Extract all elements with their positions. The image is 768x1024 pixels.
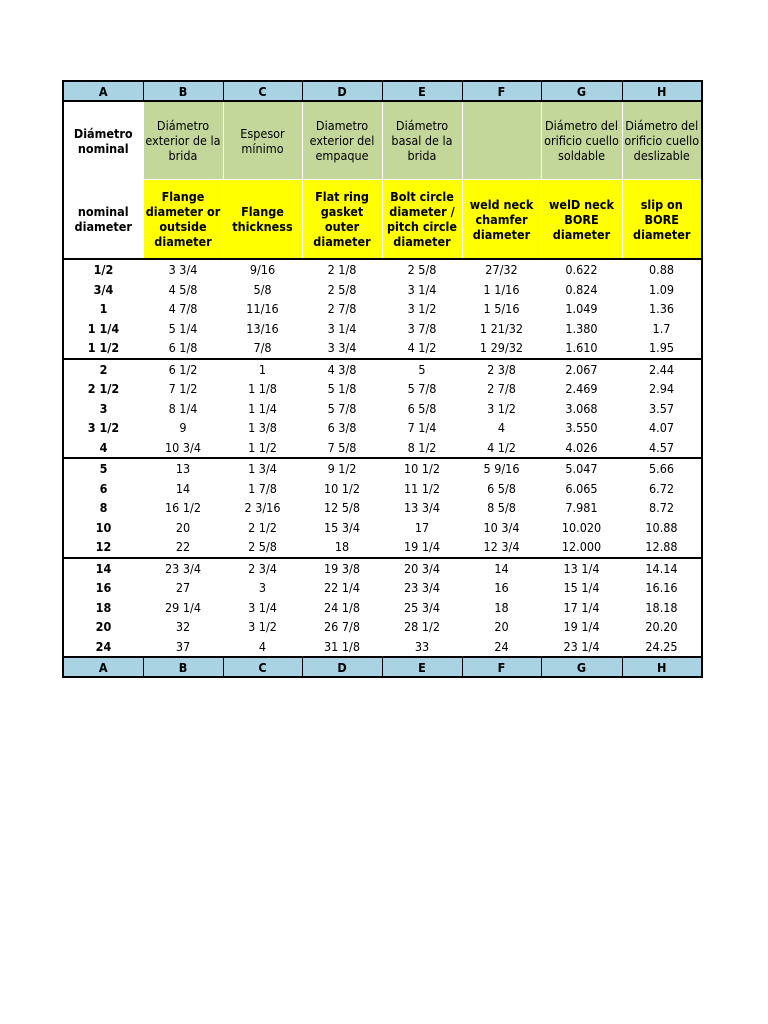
- nominal-size-cell: 1 1/2: [63, 338, 143, 359]
- table-cell: 3: [258, 580, 267, 596]
- nominal-size-cell: 16: [63, 578, 143, 598]
- table-data-body: [63, 259, 702, 657]
- table-cell: 10.88: [622, 518, 702, 538]
- nominal-size-cell: 1: [63, 299, 143, 319]
- table-cell: 2 1/8: [327, 262, 357, 278]
- column-letter: H: [622, 81, 702, 101]
- table-cell: 4 5/8: [168, 281, 198, 297]
- table-row: [63, 418, 702, 438]
- table-cell: 20 3/4: [404, 560, 440, 576]
- column-letter-footer-row: [63, 657, 702, 677]
- table-cell: 29 1/4: [165, 599, 201, 615]
- table-cell: 22: [143, 537, 223, 558]
- table-cell: 32: [175, 619, 191, 635]
- table-cell: 3.550: [565, 420, 598, 436]
- table-cell: 9 1/2: [327, 461, 357, 477]
- column-letter: F: [462, 657, 541, 677]
- table-cell: 2.44: [622, 359, 702, 380]
- table-row: [63, 319, 702, 339]
- table-cell: 2 3/16: [244, 500, 281, 516]
- table-cell: 3 3/4: [302, 338, 382, 359]
- table-cell: 7 1/2: [168, 381, 198, 397]
- table-row: [63, 399, 702, 419]
- table-cell: 28 1/2: [404, 619, 440, 635]
- table-cell: 6 5/8: [487, 480, 516, 496]
- table-row: [63, 259, 702, 280]
- table-cell: 23 3/4: [404, 580, 440, 596]
- table-cell: 4.026: [541, 438, 622, 459]
- table-cell: 19 1/4: [563, 619, 600, 635]
- table-cell: 17: [414, 519, 430, 535]
- column-letter-header-row: [63, 81, 702, 101]
- nominal-size-cell: 12: [63, 537, 143, 558]
- table-cell: 24 1/8: [324, 599, 360, 615]
- spanish-header-row: [63, 101, 702, 180]
- nominal-size-cell: 8: [63, 498, 143, 518]
- table-cell: 3 3/4: [168, 262, 198, 278]
- table-cell: 1.7: [622, 319, 702, 339]
- table-cell: 5 9/16: [483, 461, 520, 477]
- table-cell: 3 7/8: [407, 320, 437, 336]
- table-cell: 10.020: [561, 519, 602, 535]
- table-row: [63, 359, 702, 380]
- table-cell: 15 3/4: [324, 519, 360, 535]
- table-cell: 12 3/4: [462, 537, 541, 558]
- table-cell: 22 1/4: [324, 580, 360, 596]
- table-cell: 1 29/32: [462, 338, 541, 359]
- flange-dimensions-table: [62, 80, 703, 678]
- table-cell: 14: [494, 560, 509, 576]
- table-cell: 1 1/16: [483, 281, 520, 297]
- table-cell: 3 1/2: [407, 301, 437, 317]
- table-cell: 13 1/4: [563, 560, 600, 576]
- table-row: [63, 558, 702, 579]
- table-cell: 0.88: [622, 259, 702, 280]
- table-cell: 1 1/2: [223, 438, 302, 459]
- column-letter: D: [302, 657, 382, 677]
- table-cell: 25 3/4: [404, 599, 440, 615]
- table-cell: 13 3/4: [404, 500, 440, 516]
- column-letter: A: [63, 657, 143, 677]
- nominal-size-cell: 1 1/4: [63, 319, 143, 339]
- english-header: Flat ring gasket outer diameter: [302, 180, 382, 260]
- table-cell: 3.57: [622, 399, 702, 419]
- nominal-size-cell: 24: [63, 637, 143, 658]
- english-header: slip on BORE diameter: [622, 180, 702, 260]
- column-letter: E: [382, 657, 462, 677]
- table-cell: 6 1/8: [143, 338, 223, 359]
- table-cell: 3 1/2: [248, 619, 277, 635]
- table-row: [63, 458, 702, 479]
- column-letter: B: [143, 81, 223, 101]
- table-cell: 5 1/8: [327, 381, 357, 397]
- table-cell: 7 1/4: [407, 420, 437, 436]
- table-cell: 5: [418, 361, 426, 377]
- table-cell: 6 1/2: [168, 361, 198, 377]
- table-cell: 6.065: [565, 480, 598, 496]
- spanish-header: Diámetro del orificio cuello deslizable: [622, 101, 702, 180]
- table-cell: 4 3/8: [327, 361, 357, 377]
- table-cell: 16 1/2: [165, 500, 201, 516]
- spanish-header: Diámetro del orificio cuello soldable: [541, 101, 622, 180]
- table-cell: 3.068: [565, 400, 598, 416]
- english-header: nominal diameter: [63, 180, 143, 260]
- table-cell: 1 3/8: [248, 420, 277, 436]
- table-cell: 18.18: [622, 598, 702, 618]
- table-cell: 1: [258, 361, 267, 377]
- english-header: Flange thickness: [223, 180, 302, 260]
- table-cell: 1.380: [565, 320, 598, 336]
- table-cell: 8 1/2: [382, 438, 462, 459]
- spanish-header: Diámetro basal de la brida: [382, 101, 462, 180]
- table-cell: 11/16: [246, 301, 279, 317]
- table-cell: 6.72: [622, 479, 702, 499]
- table-cell: 4 1/2: [382, 338, 462, 359]
- table-cell: 0.824: [565, 281, 598, 297]
- table-cell: 8 1/4: [168, 400, 198, 416]
- table-cell: 13/16: [246, 320, 279, 336]
- table-cell: 2 1/2: [248, 519, 277, 535]
- table-cell: 20: [175, 519, 191, 535]
- table-cell: 10 1/2: [404, 461, 440, 477]
- nominal-size-cell: 3 1/2: [63, 418, 143, 438]
- table-cell: 4: [258, 638, 267, 654]
- table-cell: 4.07: [622, 418, 702, 438]
- nominal-size-cell: 5: [63, 458, 143, 479]
- table-cell: 1 1/4: [248, 400, 277, 416]
- table-cell: 19 3/8: [324, 560, 360, 576]
- table-cell: 13: [175, 461, 191, 477]
- table-row: [63, 438, 702, 459]
- table-cell: 16.16: [622, 578, 702, 598]
- table-cell: 20: [494, 619, 509, 635]
- table-cell: 1 5/16: [483, 301, 520, 317]
- nominal-size-cell: 6: [63, 479, 143, 499]
- table-cell: 12.000: [541, 537, 622, 558]
- table-cell: 10 1/2: [324, 480, 360, 496]
- table-row: [63, 280, 702, 300]
- table-cell: 23 3/4: [165, 560, 201, 576]
- table-cell: 27/32: [485, 262, 518, 278]
- table-row: [63, 617, 702, 637]
- spanish-header: Espesor mínimo: [223, 101, 302, 180]
- table-cell: 37: [175, 638, 191, 654]
- table-cell: 5/8: [253, 281, 272, 297]
- table-cell: 6 5/8: [407, 400, 437, 416]
- table-cell: 2 7/8: [487, 381, 516, 397]
- table-cell: 5 7/8: [327, 400, 357, 416]
- table-row: [63, 338, 702, 359]
- table-cell: 24.25: [622, 637, 702, 658]
- english-header: Bolt circle diameter / pitch circle diameter: [382, 180, 462, 260]
- table-row: [63, 598, 702, 618]
- table-cell: 7.981: [565, 500, 598, 516]
- spanish-header: Diámetro nominal: [63, 101, 143, 180]
- spanish-header: Diámetro exterior de la brida: [143, 101, 223, 180]
- column-letter: C: [223, 81, 302, 101]
- column-letter: A: [63, 81, 143, 101]
- table-cell: 11 1/2: [404, 480, 440, 496]
- table-cell: 1 21/32: [479, 320, 524, 336]
- table-cell: 24: [494, 638, 509, 654]
- table-cell: 5.66: [622, 458, 702, 479]
- table-cell: 1.610: [541, 338, 622, 359]
- table-cell: 7/8: [223, 338, 302, 359]
- nominal-size-cell: 10: [63, 518, 143, 538]
- table-cell: 3 1/4: [327, 320, 357, 336]
- table-cell: 3 1/4: [407, 281, 437, 297]
- table-cell: 16: [494, 580, 509, 596]
- table-cell: 2.94: [622, 379, 702, 399]
- table-row: [63, 518, 702, 538]
- nominal-size-cell: 1/2: [63, 259, 143, 280]
- table-row: [63, 578, 702, 598]
- table-cell: 5 7/8: [407, 381, 437, 397]
- spanish-header: Diametro exterior del empaque: [302, 101, 382, 180]
- table-cell: 8 5/8: [487, 500, 516, 516]
- table-cell: 4: [497, 420, 506, 436]
- column-letter: B: [143, 657, 223, 677]
- table-row: [63, 498, 702, 518]
- column-letter: G: [541, 81, 622, 101]
- table-row: [63, 299, 702, 319]
- nominal-size-cell: 3/4: [63, 280, 143, 300]
- table-cell: 18: [302, 537, 382, 558]
- nominal-size-cell: 4: [63, 438, 143, 459]
- table-cell: 2 7/8: [327, 301, 357, 317]
- table-cell: 23 1/4: [563, 638, 600, 654]
- table-cell: 4 1/2: [462, 438, 541, 459]
- nominal-size-cell: 14: [63, 558, 143, 579]
- table-row: [63, 537, 702, 558]
- english-header: welD neck BORE diameter: [541, 180, 622, 260]
- table-cell: 1.049: [565, 301, 598, 317]
- spanish-header: [462, 101, 541, 180]
- english-header: weld neck chamfer diameter: [462, 180, 541, 260]
- column-letter: D: [302, 81, 382, 101]
- column-letter: H: [622, 657, 702, 677]
- table-cell: 2 5/8: [327, 281, 357, 297]
- column-letter: G: [541, 657, 622, 677]
- table-cell: 3 1/4: [248, 599, 277, 615]
- table-cell: 2.067: [565, 361, 598, 377]
- table-cell: 2.469: [565, 381, 598, 397]
- table-cell: 1 1/8: [248, 381, 277, 397]
- english-header: Flange diameter or outside diameter: [143, 180, 223, 260]
- table-cell: 31 1/8: [324, 638, 360, 654]
- table-cell: 5 1/4: [168, 320, 198, 336]
- nominal-size-cell: 2: [63, 359, 143, 380]
- column-letter: E: [382, 81, 462, 101]
- table-cell: 12.88: [622, 537, 702, 558]
- table-cell: 2 5/8: [407, 262, 437, 278]
- table-cell: 17 1/4: [563, 599, 600, 615]
- table-cell: 14.14: [622, 558, 702, 579]
- table-cell: 15 1/4: [563, 580, 600, 596]
- table-cell: 33: [414, 638, 430, 654]
- table-cell: 1 7/8: [248, 480, 277, 496]
- table-cell: 0.622: [565, 262, 598, 278]
- table-cell: 6 3/8: [327, 420, 357, 436]
- table-cell: 7 5/8: [302, 438, 382, 459]
- table-row: [63, 637, 702, 658]
- column-letter: C: [223, 657, 302, 677]
- nominal-size-cell: 18: [63, 598, 143, 618]
- table-cell: 8.72: [622, 498, 702, 518]
- table-cell: 2 5/8: [223, 537, 302, 558]
- table-cell: 1.09: [622, 280, 702, 300]
- table-cell: 2 3/8: [487, 361, 516, 377]
- table-cell: 20.20: [622, 617, 702, 637]
- table-cell: 4 7/8: [168, 301, 198, 317]
- table-row: [63, 379, 702, 399]
- table-cell: 10 3/4: [483, 519, 520, 535]
- nominal-size-cell: 2 1/2: [63, 379, 143, 399]
- table-cell: 27: [175, 580, 191, 596]
- table-cell: 4.57: [622, 438, 702, 459]
- table-cell: 26 7/8: [324, 619, 360, 635]
- table-cell: 19 1/4: [382, 537, 462, 558]
- nominal-size-cell: 3: [63, 399, 143, 419]
- nominal-size-cell: 20: [63, 617, 143, 637]
- table-cell: 5.047: [565, 461, 598, 477]
- table-cell: 1.36: [622, 299, 702, 319]
- table-cell: 3 1/2: [487, 400, 516, 416]
- table-cell: 9: [179, 420, 187, 436]
- table-cell: 9/16: [249, 262, 276, 278]
- table-cell: 1 3/4: [248, 461, 277, 477]
- table-cell: 10 3/4: [143, 438, 223, 459]
- table-row: [63, 479, 702, 499]
- table-cell: 2 3/4: [248, 560, 277, 576]
- english-header-row: [63, 180, 702, 260]
- table-cell: 14: [175, 480, 191, 496]
- column-letter: F: [462, 81, 541, 101]
- table-cell: 1.95: [622, 338, 702, 359]
- table-cell: 12 5/8: [324, 500, 360, 516]
- table-cell: 18: [494, 599, 509, 615]
